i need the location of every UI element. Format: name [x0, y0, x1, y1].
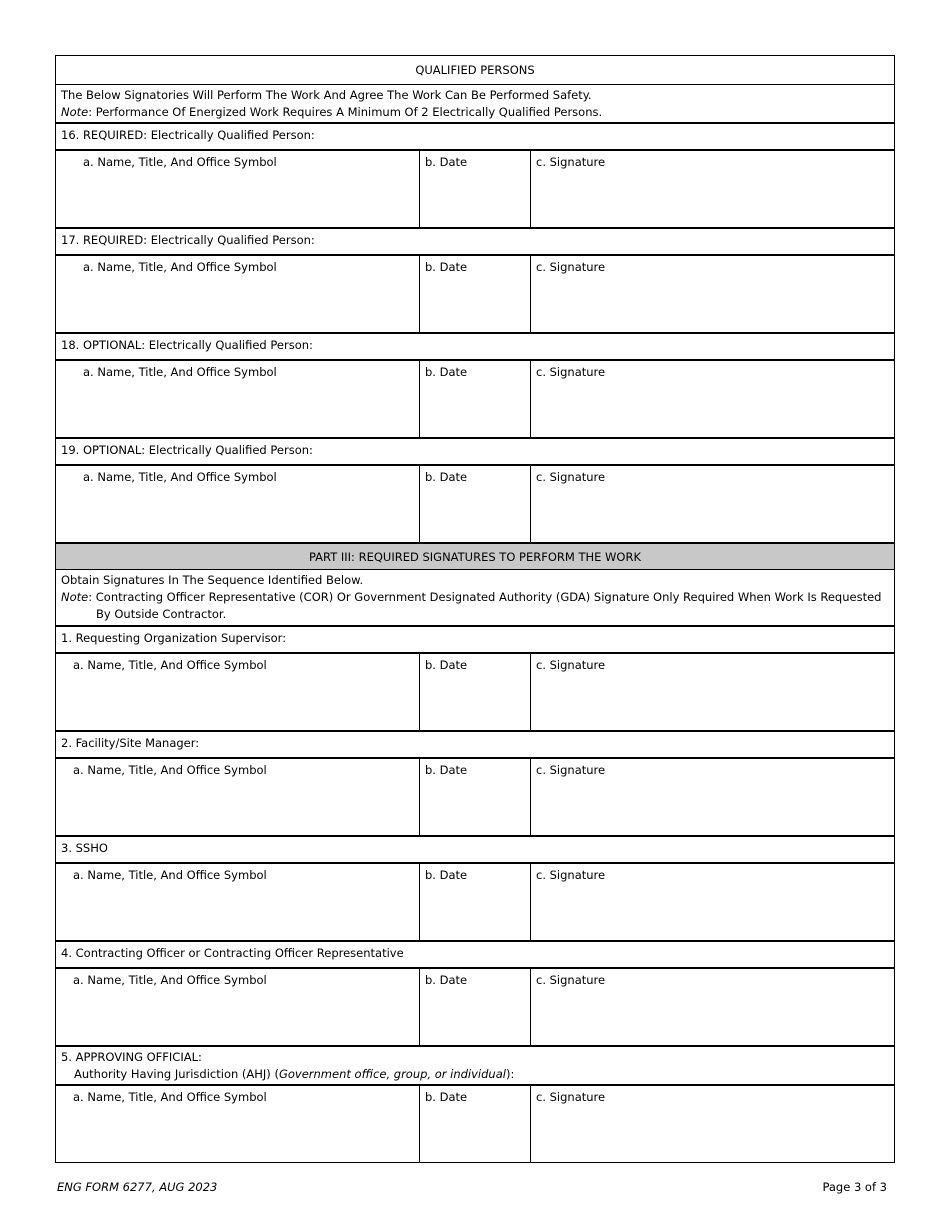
qualified-intro: [56, 84, 894, 122]
part3-item-2-label-row: [56, 730, 894, 757]
name-field[interactable]: a. Name, Title, And Office Symbol: [56, 654, 420, 730]
sublabel-suffix: ):: [505, 1067, 515, 1081]
part3-item-3-signature-row: [56, 862, 894, 940]
signature-field[interactable]: c. Signature: [536, 155, 606, 169]
date-field[interactable]: b. Date: [420, 361, 531, 437]
name-field[interactable]: a. Name, Title, And Office Symbol: [56, 864, 420, 940]
date-field[interactable]: b. Date: [420, 151, 531, 227]
qualified-intro-line: The Below Signatories Will Perform The Work And Agree The Work Can Be Performed Safety.: [61, 88, 592, 102]
name-field[interactable]: a. Name, Title, And Office Symbol: [56, 759, 420, 835]
part3-item-5-sublabel: [61, 1066, 514, 1083]
date-field[interactable]: b. Date: [420, 466, 531, 542]
part3-item-5-label: 5. APPROVING OFFICIAL:: [61, 1050, 202, 1064]
qualified-intro-note: [61, 104, 602, 121]
item-19-label: 19. OPTIONAL: Electrically Qualified Person:: [61, 443, 313, 457]
part3-intro-line: Obtain Signatures In The Sequence Identified Below.: [61, 573, 364, 587]
signature-field[interactable]: c. Signature: [536, 973, 606, 987]
signature-field[interactable]: c. Signature: [536, 365, 606, 379]
note-label: Note: [61, 105, 89, 119]
section-title-qualified-persons: [56, 56, 894, 84]
page-number: Page 3 of 3: [822, 1180, 887, 1194]
signature-field[interactable]: c. Signature: [536, 763, 606, 777]
item-19-signature-row: [56, 464, 894, 542]
section-title-text: QUALIFIED PERSONS: [415, 63, 535, 77]
section-title-text: PART III: REQUIRED SIGNATURES TO PERFORM THE WORK: [308, 549, 642, 564]
date-field[interactable]: b. Date: [420, 864, 531, 940]
item-16-label-row: [56, 122, 894, 149]
item-17-signature-row: [56, 254, 894, 332]
part3-intro: [56, 569, 894, 625]
part3-item-2-signature-row: [56, 757, 894, 835]
item-17-label: 17. REQUIRED: Electrically Qualified Person:: [61, 233, 315, 247]
part3-item-1-signature-row: [56, 652, 894, 730]
note-label: Note: [61, 590, 89, 604]
item-18-signature-row: [56, 359, 894, 437]
part3-item-5-label-row: [56, 1045, 894, 1084]
item-16-label: 16. REQUIRED: Electrically Qualified Person:: [61, 128, 315, 142]
date-field[interactable]: b. Date: [420, 256, 531, 332]
item-19-label-row: [56, 437, 894, 464]
date-field[interactable]: b. Date: [420, 969, 531, 1045]
item-17-label-row: [56, 227, 894, 254]
name-field[interactable]: a. Name, Title, And Office Symbol: [56, 1086, 420, 1162]
name-field[interactable]: a. Name, Title, And Office Symbol: [56, 256, 420, 332]
date-field[interactable]: b. Date: [420, 654, 531, 730]
signature-field[interactable]: c. Signature: [536, 868, 606, 882]
part3-item-5-signature-row: [56, 1084, 894, 1162]
name-field[interactable]: a. Name, Title, And Office Symbol: [56, 151, 420, 227]
item-16-signature-row: [56, 149, 894, 227]
note-text: : Contracting Officer Representative (COR) Or Government Designated Authority (GDA) Signature Only Required When Work Is Requested By Outside Contractor.: [88, 590, 882, 621]
part3-item-4-label-row: [56, 940, 894, 967]
name-field[interactable]: a. Name, Title, And Office Symbol: [56, 969, 420, 1045]
sublabel-prefix: Authority Having Jurisdiction (AHJ) (: [74, 1067, 279, 1081]
part3-intro-note: [61, 589, 889, 623]
item-18-label: 18. OPTIONAL: Electrically Qualified Person:: [61, 338, 313, 352]
signature-field[interactable]: c. Signature: [536, 260, 606, 274]
part3-item-4-label: 4. Contracting Officer or Contracting Officer Representative: [61, 946, 404, 960]
part3-item-3-label-row: [56, 835, 894, 862]
section-title-part-3: [56, 542, 894, 569]
date-field[interactable]: b. Date: [420, 759, 531, 835]
name-field[interactable]: a. Name, Title, And Office Symbol: [56, 361, 420, 437]
sublabel-italic: Government office, group, or individual: [278, 1067, 506, 1081]
form-id: ENG FORM 6277, AUG 2023: [57, 1180, 218, 1194]
date-field[interactable]: b. Date: [420, 1086, 531, 1162]
item-18-label-row: [56, 332, 894, 359]
part3-item-2-label: 2. Facility/Site Manager:: [61, 736, 200, 750]
signature-field[interactable]: c. Signature: [536, 1090, 606, 1104]
part3-item-1-label-row: [56, 625, 894, 652]
form-page: [55, 55, 895, 1163]
name-field[interactable]: a. Name, Title, And Office Symbol: [56, 466, 420, 542]
part3-item-3-label: 3. SSHO: [61, 841, 108, 855]
note-text: : Performance Of Energized Work Requires A Minimum Of 2 Electrically Qualified Persons.: [88, 105, 603, 119]
signature-field[interactable]: c. Signature: [536, 658, 606, 672]
part3-item-1-label: 1. Requesting Organization Supervisor:: [61, 631, 287, 645]
part3-item-4-signature-row: [56, 967, 894, 1045]
signature-field[interactable]: c. Signature: [536, 470, 606, 484]
